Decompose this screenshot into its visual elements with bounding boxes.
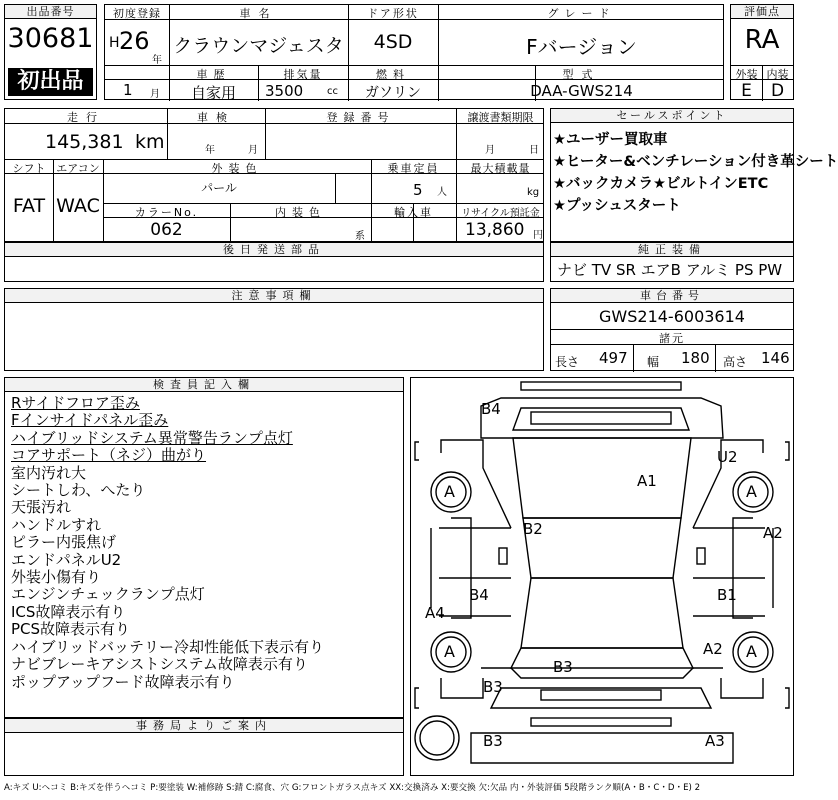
score-box: [730, 4, 794, 100]
ac-label: エアコン: [56, 162, 100, 175]
inspector-line: 室内汚れ大: [11, 463, 87, 482]
mark-u2: U2: [717, 448, 738, 466]
capacity-unit: 人: [437, 187, 447, 198]
color-label: 外装色: [211, 162, 263, 175]
sales-point-item: ★バックカメラ★ビルトインETC: [553, 176, 769, 192]
inspector-line: Rサイドフロア歪み: [11, 394, 140, 412]
load-label: 最大積載量: [470, 162, 531, 175]
reg-month: 1: [123, 81, 133, 99]
inspector-line: エンドパネルU2: [11, 550, 122, 569]
length-label: 長さ: [555, 355, 580, 369]
first-listing-badge: 初出品: [8, 68, 93, 96]
history: 自家用: [190, 84, 236, 102]
ac: WAC: [56, 195, 100, 217]
inspection-year-unit: 年: [205, 145, 215, 156]
lot-number: 30681: [7, 23, 94, 54]
wheel-fl-mark: A: [444, 482, 455, 501]
interior-label: 内装: [766, 68, 789, 81]
equipment-label: 純正装備: [551, 243, 793, 257]
mark-a4: A4: [425, 604, 445, 622]
inspector-line: ピラー内張焦げ: [11, 533, 117, 552]
inspection-month-unit: 月: [248, 145, 258, 156]
chassis-number: GWS214-6003614: [599, 307, 745, 326]
recycle-unit: 円: [533, 230, 543, 241]
mark-b3-bottom: B3: [483, 732, 503, 750]
shift: FAT: [12, 195, 46, 217]
grade-label: グレード: [547, 7, 616, 20]
mark-b4-top: B4: [481, 400, 501, 418]
interior-score: D: [770, 81, 785, 101]
inspector-box: [4, 377, 404, 718]
grade: Fバージョン: [526, 35, 637, 59]
equipment-box: [550, 242, 794, 282]
door-label: ドア形状: [367, 7, 419, 20]
displacement-label: 排気量: [283, 68, 323, 81]
office-box: [4, 718, 404, 776]
inspector-line: エンジンチェックランプ点灯: [11, 585, 205, 604]
sales-points-label: セールスポイント: [551, 109, 793, 123]
mark-a2-right: A2: [763, 524, 783, 542]
notes-box: [4, 288, 544, 371]
height: 146: [761, 349, 790, 367]
year-unit: 年: [152, 55, 162, 66]
score-label: 評価点: [731, 5, 793, 19]
model: DAA-GWS214: [530, 82, 633, 100]
era-letter: H: [109, 35, 120, 51]
height-label: 高さ: [723, 355, 748, 369]
mileage-unit: km: [135, 131, 165, 153]
mileage-label: 走行: [67, 111, 105, 124]
damage-diagram: [410, 377, 794, 776]
sales-point-item: ★ユーザー買取車: [553, 132, 668, 148]
vehicle-header-grid: [104, 4, 724, 100]
shift-label: シフト: [12, 162, 46, 175]
lot-number-label: 出品番号: [5, 5, 96, 19]
plate-label: 登録番号: [326, 111, 395, 124]
model-label: 型式: [562, 68, 601, 81]
inspector-line: 天張汚れ: [11, 498, 72, 517]
width-label: 幅: [647, 355, 660, 369]
chassis-label: 車台番号: [551, 289, 793, 303]
history-label: 車歴: [196, 68, 231, 81]
inspector-line: PCS故障表示有り: [11, 620, 131, 639]
capacity: 5: [413, 181, 423, 199]
mark-a2-low: A2: [703, 640, 723, 658]
inspector-line: ハイブリッドシステム異常警告ランプ点灯: [11, 428, 293, 447]
inspector-line: コアサポート（ネジ）曲がり: [11, 446, 207, 465]
sales-point-item: ★プッシュスタート: [553, 198, 681, 214]
exterior-label: 外装: [735, 68, 758, 81]
wheel-rr-mark: A: [746, 642, 757, 661]
transfer-day-unit: 日: [529, 145, 539, 156]
reg-year: 26: [119, 27, 150, 55]
exterior-score: E: [741, 81, 752, 101]
fuel: ガソリン: [365, 85, 421, 101]
mark-b1: B1: [717, 586, 737, 604]
mark-b4-mid: B4: [469, 586, 489, 604]
car-outline-diagram: [411, 378, 793, 775]
chassis-box: [550, 288, 794, 371]
int-color-unit: 系: [355, 231, 365, 242]
car-name: クラウンマジェスタ: [173, 35, 344, 57]
inspector-line: ハイブリッドバッテリー冷却性能低下表示有り: [11, 637, 325, 656]
inspector-line: Fインサイドパネル歪み: [11, 411, 169, 430]
sales-points-list: [553, 129, 838, 217]
cc-unit: cc: [327, 86, 338, 97]
later-parts-box: [4, 242, 544, 282]
wheel-fr-mark: A: [746, 482, 757, 501]
car-name-label: 車名: [239, 7, 278, 20]
later-parts-label: 後日発送部品: [5, 243, 543, 257]
wheel-rl-mark: A: [444, 642, 455, 661]
recycle-label: リサイクル預託金: [461, 208, 540, 219]
load-unit: kg: [527, 187, 540, 198]
color: パール: [201, 181, 237, 195]
first-reg-label: 初度登録: [113, 7, 161, 20]
lot-number-box: [4, 4, 97, 100]
score: RA: [744, 25, 780, 55]
inspector-line: シートしわ、へたり: [11, 481, 146, 500]
mark-b2: B2: [523, 520, 543, 538]
legend: A:キズ U:ヘコミ B:キズを伴うヘコミ P:要塗装 W:補修跡 S:錆 C:腐食、穴 G:フロントガラス点キズ XX:交換済み X:要交換 欠:欠品 内・外装評価 5段階ランク順(A・B・C・D・E) 2: [4, 783, 701, 793]
inspector-line: 外装小傷有り: [11, 568, 102, 587]
mark-b3-mid: B3: [553, 658, 573, 676]
sales-point-item: ★ヒーター&ベンチレーション付き革シート: [553, 154, 838, 170]
office-label: 事務局よりご案内: [5, 719, 403, 733]
mark-a1: A1: [637, 472, 657, 490]
mark-a3: A3: [705, 732, 725, 750]
int-color-label: 内装色: [275, 206, 326, 219]
length: 497: [599, 349, 628, 367]
inspector-lines: [11, 395, 324, 691]
dims-label: 諸元: [659, 332, 685, 345]
mark-b3-left: B3: [483, 678, 503, 696]
inspector-line: ハンドルすれ: [11, 515, 102, 534]
notes-label: 注意事項欄: [5, 289, 543, 303]
inspection-label: 車検: [197, 111, 235, 124]
transfer-label: 譲渡書類期限: [467, 111, 534, 124]
capacity-label: 乗車定員: [387, 162, 440, 175]
inspector-line: ナビブレーキアシストシステム故障表示有り: [11, 655, 308, 674]
import-label: 輸入車: [394, 206, 433, 219]
width: 180: [681, 349, 710, 367]
month-unit: 月: [150, 89, 160, 100]
color-no-label: カラーNo.: [134, 206, 199, 219]
transfer-month-unit: 月: [485, 145, 495, 156]
fuel-label: 燃料: [376, 68, 410, 81]
inspector-line: ポップアップフード故障表示有り: [11, 672, 235, 691]
mileage: 145,381: [45, 131, 124, 153]
door-type: 4SD: [373, 31, 413, 53]
equipment-list: ナビ TV SR エアB アルミ PS PW: [557, 261, 783, 279]
vehicle-details-grid: [4, 108, 544, 242]
inspector-label: 検査員記入欄: [5, 378, 403, 392]
inspector-line: ICS故障表示有り: [11, 602, 126, 621]
sales-points-box: [550, 108, 838, 242]
displacement: 3500: [265, 82, 304, 100]
recycle: 13,860: [465, 220, 525, 240]
color-no: 062: [150, 220, 183, 240]
